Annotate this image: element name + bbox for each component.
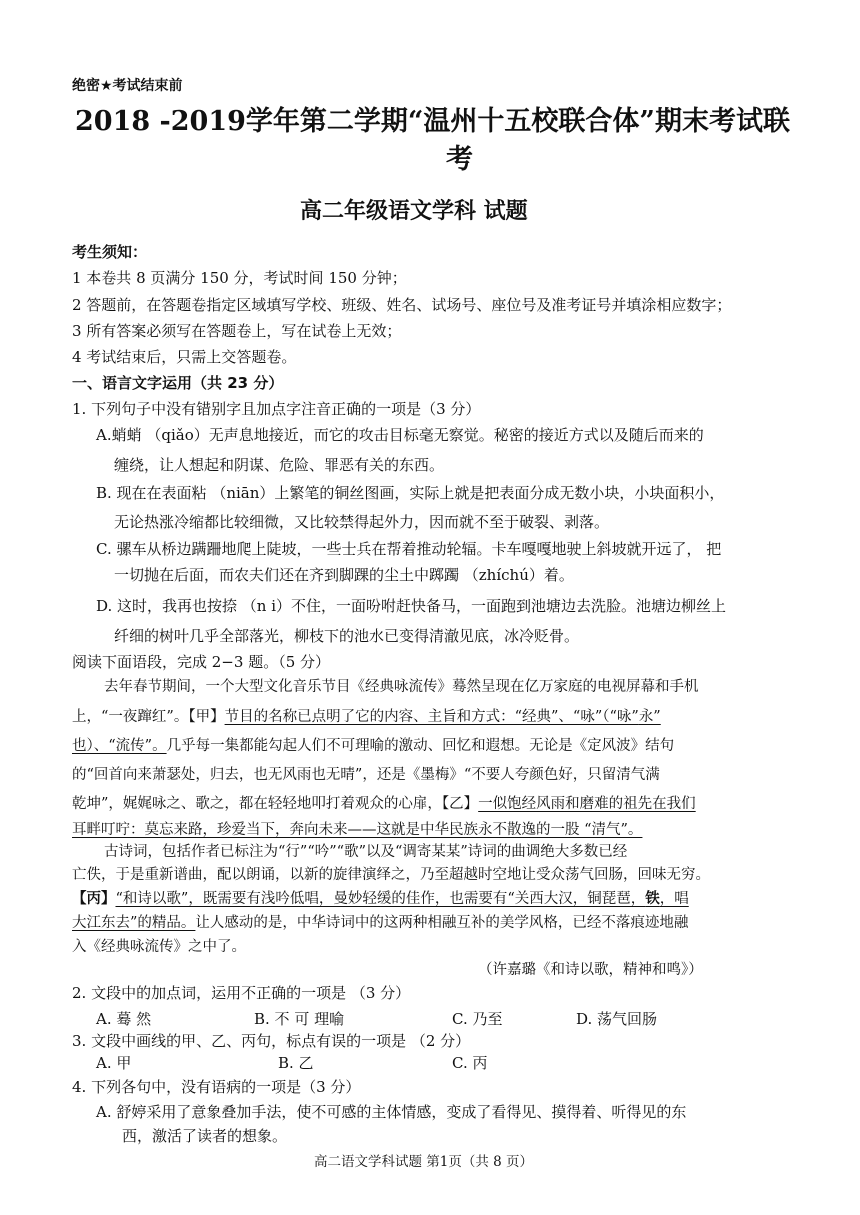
- passage-p2-line1: 古诗词，包括作者已标注为“行”“吟”“歌”以及“调寄某某”诗词的曲调绝大多数已经: [104, 844, 628, 860]
- q1-option-c-line2: 一切抛在后面，而农夫们还在齐到脚踝的尘土中踯躅 （zhíchú）着。: [114, 566, 574, 584]
- passage-p1-line3: [72, 736, 674, 756]
- passage-p1-line1: 去年春节期间，一个大型文化音乐节目《经典咏流传》蓦然呈现在亿万家庭的电视屏幕和手机: [104, 679, 699, 695]
- q1-option-b-line2: 无论热涨冷缩都比较细微，又比较禁得起外力，因而就不至于破裂、剥落。: [114, 513, 610, 531]
- section-heading: 一、语言文字运用（共 23 分）: [72, 374, 284, 392]
- question-4-stem: 4. 下列各句中，没有语病的一项是（3 分）: [72, 1078, 361, 1096]
- reading-intro: 阅读下面语段，完成 2−3 题。（5 分）: [72, 653, 331, 671]
- passage-p2-line3: [72, 889, 689, 909]
- notice-heading: 考生须知：: [72, 243, 148, 261]
- passage-p2-line4: [72, 913, 688, 933]
- q3-option-a: A. 甲: [96, 1054, 132, 1072]
- question-2-stem: 2. 文段中的加点词，运用不正确的一项是 （3 分）: [72, 984, 411, 1002]
- q3-option-c: C. 丙: [452, 1054, 488, 1072]
- underlined-text: 也）、“流传”。: [72, 738, 167, 754]
- passage-text: 让人感动的是，中华诗词中的这两种相融互补的美学风格，已经不落痕迹地融: [195, 915, 689, 931]
- q1-option-a-line2: 缠绕，让人想起和阴谋、危险、罪恶有关的东西。: [114, 456, 445, 474]
- notice-item: 3 所有答案必须写在答题卷上，写在试卷上无效；: [72, 322, 402, 340]
- q1-option-b-line1: B. 现在在表面粘 （niān）上繁笔的铜丝图画，实际上就是把表面分成无数小块，小块面积小，: [96, 484, 725, 502]
- passage-p1-line4: 的“回首向来萧瑟处，归去，也无风雨也无晴”，还是《墨梅》“不要人夸颜色好，只留清气满: [72, 767, 660, 783]
- underlined-text: 大江东去”的精品。: [72, 915, 196, 931]
- underlined-text: 铁: [645, 890, 660, 907]
- q3-option-b: B. 乙: [278, 1054, 314, 1072]
- q1-option-a-line1: A.蛸蛸 （qiǎo）无声息地接近，而它的攻击目标毫无察觉。秘密的接近方式以及随后而来的: [96, 426, 704, 444]
- passage-source: （许嘉璐《和诗以歌，精神和鸣》）: [478, 962, 703, 978]
- q1-option-c-line1: C. 骡车从桥边蹒跚地爬上陡坡，一些士兵在帮着推动轮辐。卡车嘎嘎地驶上斜坡就开远了， 把: [96, 540, 722, 558]
- notice-item: 4 考试结束后，只需上交答题卷。: [72, 348, 297, 366]
- exam-subtitle: 高二年级语文学科 试题: [300, 199, 528, 224]
- question-3-stem: 3. 文段中画线的甲、乙、丙句，标点有误的一项是 （2 分）: [72, 1032, 471, 1050]
- q2-option-d: D. 荡气回肠: [576, 1010, 658, 1028]
- q2-option-a: A. 蓦 然: [96, 1010, 152, 1028]
- q2-option-c: C. 乃至: [452, 1010, 503, 1028]
- underlined-sentence-yi: 一似饱经风雨和磨难的祖先在我们: [478, 796, 696, 812]
- confidential-mark: 绝密★考试结束前: [72, 78, 183, 94]
- question-1-stem: 1. 下列句子中没有错别字且加点字注音正确的一项是（3 分）: [72, 400, 481, 418]
- passage-p2-line2: 亡佚，于是重新谱曲，配以朗诵，以新的旋律演绎之，乃至超越时空地让受众荡气回肠，回味无穷。: [72, 867, 710, 883]
- exam-title-line1: 2018 -2019学年第二学期“温州十五校联合体”期末考试联: [75, 106, 790, 137]
- underlined-text: 永”: [638, 709, 661, 725]
- underlined-sentence-bing: “和诗以歌”，既需要有浅吟低唱，曼妙轻缓的佳作，也需要有“关西大汉，铜琵琶，: [115, 891, 646, 907]
- passage-p2-line5: 入《经典咏流传》之中了。: [72, 939, 246, 955]
- exam-title-line2: 考: [446, 144, 473, 175]
- notice-item: 2 答题前，在答题卷指定区域填写学校、班级、姓名、试场号、座位号及准考证号并填涂相应数字；: [72, 296, 732, 314]
- q1-option-d-line2: 纤细的树叶几乎全部落光，柳枝下的池水已变得清澈见底，冰冷贬骨。: [114, 627, 580, 645]
- passage-p1-line6: 耳畔叮咛：莫忘来路，珍爱当下，奔向未来——这就是中华民族永不散逸的一股 “清气”。: [72, 822, 643, 838]
- passage-p1-line5: [72, 794, 696, 814]
- passage-text: 上，“一夜蹿红”。【甲】: [72, 709, 225, 725]
- passage-p1-line2: [72, 707, 661, 727]
- q2-option-b: B. 不 可 理喻: [254, 1010, 345, 1028]
- q4-option-a-line2: 西，激活了读者的想象。: [122, 1127, 288, 1145]
- underlined-sentence-jia: 节目的名称已点明了它的内容、主旨和方式：“经典”、“咏”（“咏”: [224, 709, 639, 725]
- q4-option-a-line1: A. 舒婷采用了意象叠加手法，使不可感的主体情感，变成了看得见、摸得着、听得见的东: [96, 1103, 687, 1121]
- passage-text: 【丙】: [72, 890, 116, 907]
- q1-option-d-line1: D. 这时，我再也按捺 （n i）不住，一面吩咐赶快备马，一面跑到池塘边去洗脸。池塘边柳丝上: [96, 597, 727, 615]
- passage-text: 乾坤”，娓娓咏之、歌之，都在轻轻地叩打着观众的心扉，【乙】: [72, 796, 479, 812]
- page-footer: 高二语文学科试题 第1页（共 8 页）: [314, 1154, 534, 1170]
- passage-text: 几乎每一集都能勾起人们不可理喻的激动、回忆和遐想。无论是《定风波》结句: [166, 738, 675, 754]
- notice-item: 1 本卷共 8 页满分 150 分，考试时间 150 分钟；: [72, 269, 407, 287]
- underlined-text: ，唱: [659, 891, 689, 907]
